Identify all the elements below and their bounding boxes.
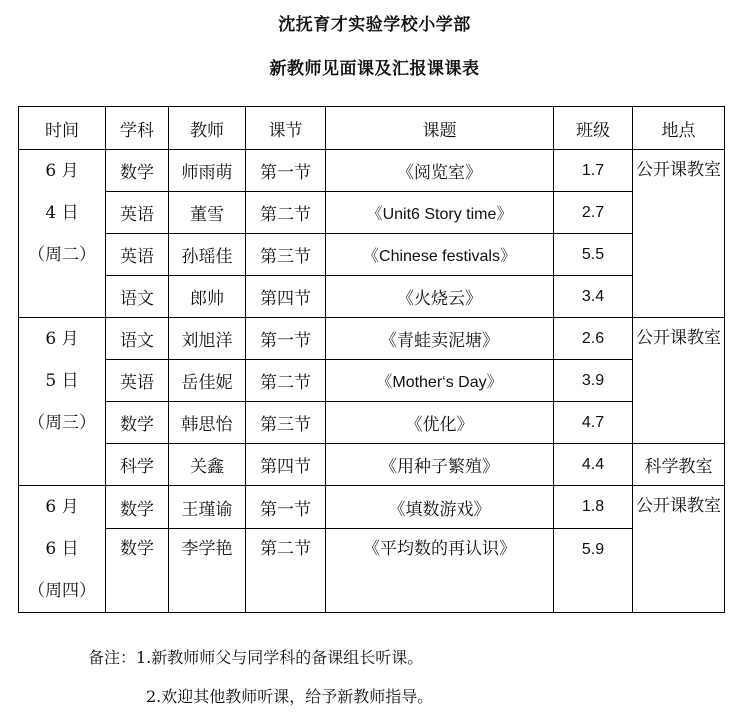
- class-cell: 1.7: [554, 150, 633, 192]
- topic-cell: 《Unit6 Story time》: [326, 192, 554, 234]
- teacher-cell: 韩思怡: [169, 402, 246, 444]
- subject-cell: 数学: [106, 486, 169, 529]
- date-weekday: （周二）: [28, 245, 96, 265]
- time-cell: [19, 318, 106, 486]
- table-row: [19, 234, 725, 276]
- topic-cell: 《Chinese festivals》: [326, 234, 554, 276]
- subject-cell: 科学: [106, 444, 169, 486]
- table-row: [19, 444, 725, 486]
- topic-cell: 《火烧云》: [326, 276, 554, 318]
- date-weekday: （周四）: [28, 581, 96, 601]
- period-label: 第二节: [260, 539, 311, 560]
- period-cell: 第一节: [246, 486, 326, 529]
- document-subtitle: 新教师见面课及汇报课课表: [269, 59, 480, 79]
- topic-cell: [326, 529, 554, 613]
- class-cell: 2.7: [554, 192, 633, 234]
- period-cell: 第三节: [246, 402, 326, 444]
- teacher-cell: [169, 529, 246, 613]
- topic-cell: 《用种子繁殖》: [326, 444, 554, 486]
- header-subject: 学科: [106, 107, 169, 150]
- header-row: [19, 107, 725, 150]
- schedule-table: [18, 106, 725, 613]
- period-cell: 第三节: [246, 234, 326, 276]
- place-cell: [633, 486, 725, 613]
- table-row: [19, 529, 725, 613]
- document-title: 沈抚育才实验学校小学部: [278, 15, 471, 35]
- table-row: [19, 192, 725, 234]
- subject-label: 数学: [120, 539, 154, 560]
- place-label: 公开课教室: [636, 496, 721, 516]
- header-period: 课节: [246, 107, 326, 150]
- place-label: 公开课教室: [636, 328, 721, 348]
- teacher-cell: 董雪: [169, 192, 246, 234]
- table-row: [19, 150, 725, 192]
- topic-label: 《平均数的再认识》: [363, 539, 516, 560]
- table-row: [19, 360, 725, 402]
- date-month: 6 月: [45, 161, 79, 181]
- topic-cell: 《青蛙卖泥塘》: [326, 318, 554, 360]
- date-day: 4 日: [45, 203, 79, 223]
- period-cell: 第四节: [246, 444, 326, 486]
- date-month: 6 月: [45, 497, 79, 517]
- place-cell: 科学教室: [633, 444, 725, 486]
- topic-cell: 《填数游戏》: [326, 486, 554, 529]
- teacher-cell: 关鑫: [169, 444, 246, 486]
- header-class: 班级: [554, 107, 633, 150]
- class-label: 5.9: [581, 541, 605, 559]
- subject-cell: 英语: [106, 234, 169, 276]
- table-row: [19, 318, 725, 360]
- subject-cell: 语文: [106, 276, 169, 318]
- note-line-2: 2.欢迎其他教师听课，给予新教师指导。: [146, 687, 434, 706]
- date-day: 5 日: [45, 371, 79, 391]
- class-cell: 3.4: [554, 276, 633, 318]
- class-cell: 4.4: [554, 444, 633, 486]
- header-place: 地点: [633, 107, 725, 150]
- place-label: 公开课教室: [636, 160, 721, 180]
- subject-cell: [106, 529, 169, 613]
- teacher-cell: 岳佳妮: [169, 360, 246, 402]
- period-cell: 第四节: [246, 276, 326, 318]
- note-line-1: 备注：1.新教师师父与同学科的备课组长听课。: [88, 648, 424, 667]
- date-weekday: （周三）: [28, 413, 96, 433]
- period-cell: [246, 529, 326, 613]
- time-cell: [19, 150, 106, 318]
- teacher-label: 李学艳: [181, 539, 233, 560]
- header-time: 时间: [19, 107, 106, 150]
- topic-cell: 《优化》: [326, 402, 554, 444]
- period-cell: 第一节: [246, 318, 326, 360]
- topic-cell: 《阅览室》: [326, 150, 554, 192]
- table-row: [19, 276, 725, 318]
- teacher-cell: 孙瑶佳: [169, 234, 246, 276]
- period-cell: 第二节: [246, 360, 326, 402]
- table-row: [19, 402, 725, 444]
- date-day: 6 日: [45, 539, 79, 559]
- subject-cell: 英语: [106, 192, 169, 234]
- class-cell: 5.5: [554, 234, 633, 276]
- subject-cell: 英语: [106, 360, 169, 402]
- header-teacher: 教师: [169, 107, 246, 150]
- subject-cell: 语文: [106, 318, 169, 360]
- date-month: 6 月: [45, 329, 79, 349]
- teacher-cell: 师雨萌: [169, 150, 246, 192]
- teacher-cell: 王瑾谕: [169, 486, 246, 529]
- place-cell: [633, 150, 725, 318]
- class-cell: 1.8: [554, 486, 633, 529]
- topic-cell: 《Mother‘s Day》: [326, 360, 554, 402]
- class-cell: 4.7: [554, 402, 633, 444]
- place-cell: [633, 318, 725, 444]
- class-cell: 3.9: [554, 360, 633, 402]
- header-topic: 课题: [326, 107, 554, 150]
- period-cell: 第一节: [246, 150, 326, 192]
- period-cell: 第二节: [246, 192, 326, 234]
- class-cell: [554, 529, 633, 613]
- subject-cell: 数学: [106, 402, 169, 444]
- subject-cell: 数学: [106, 150, 169, 192]
- class-cell: 2.6: [554, 318, 633, 360]
- teacher-cell: 郎帅: [169, 276, 246, 318]
- time-cell: [19, 486, 106, 613]
- teacher-cell: 刘旭洋: [169, 318, 246, 360]
- table-row: [19, 486, 725, 529]
